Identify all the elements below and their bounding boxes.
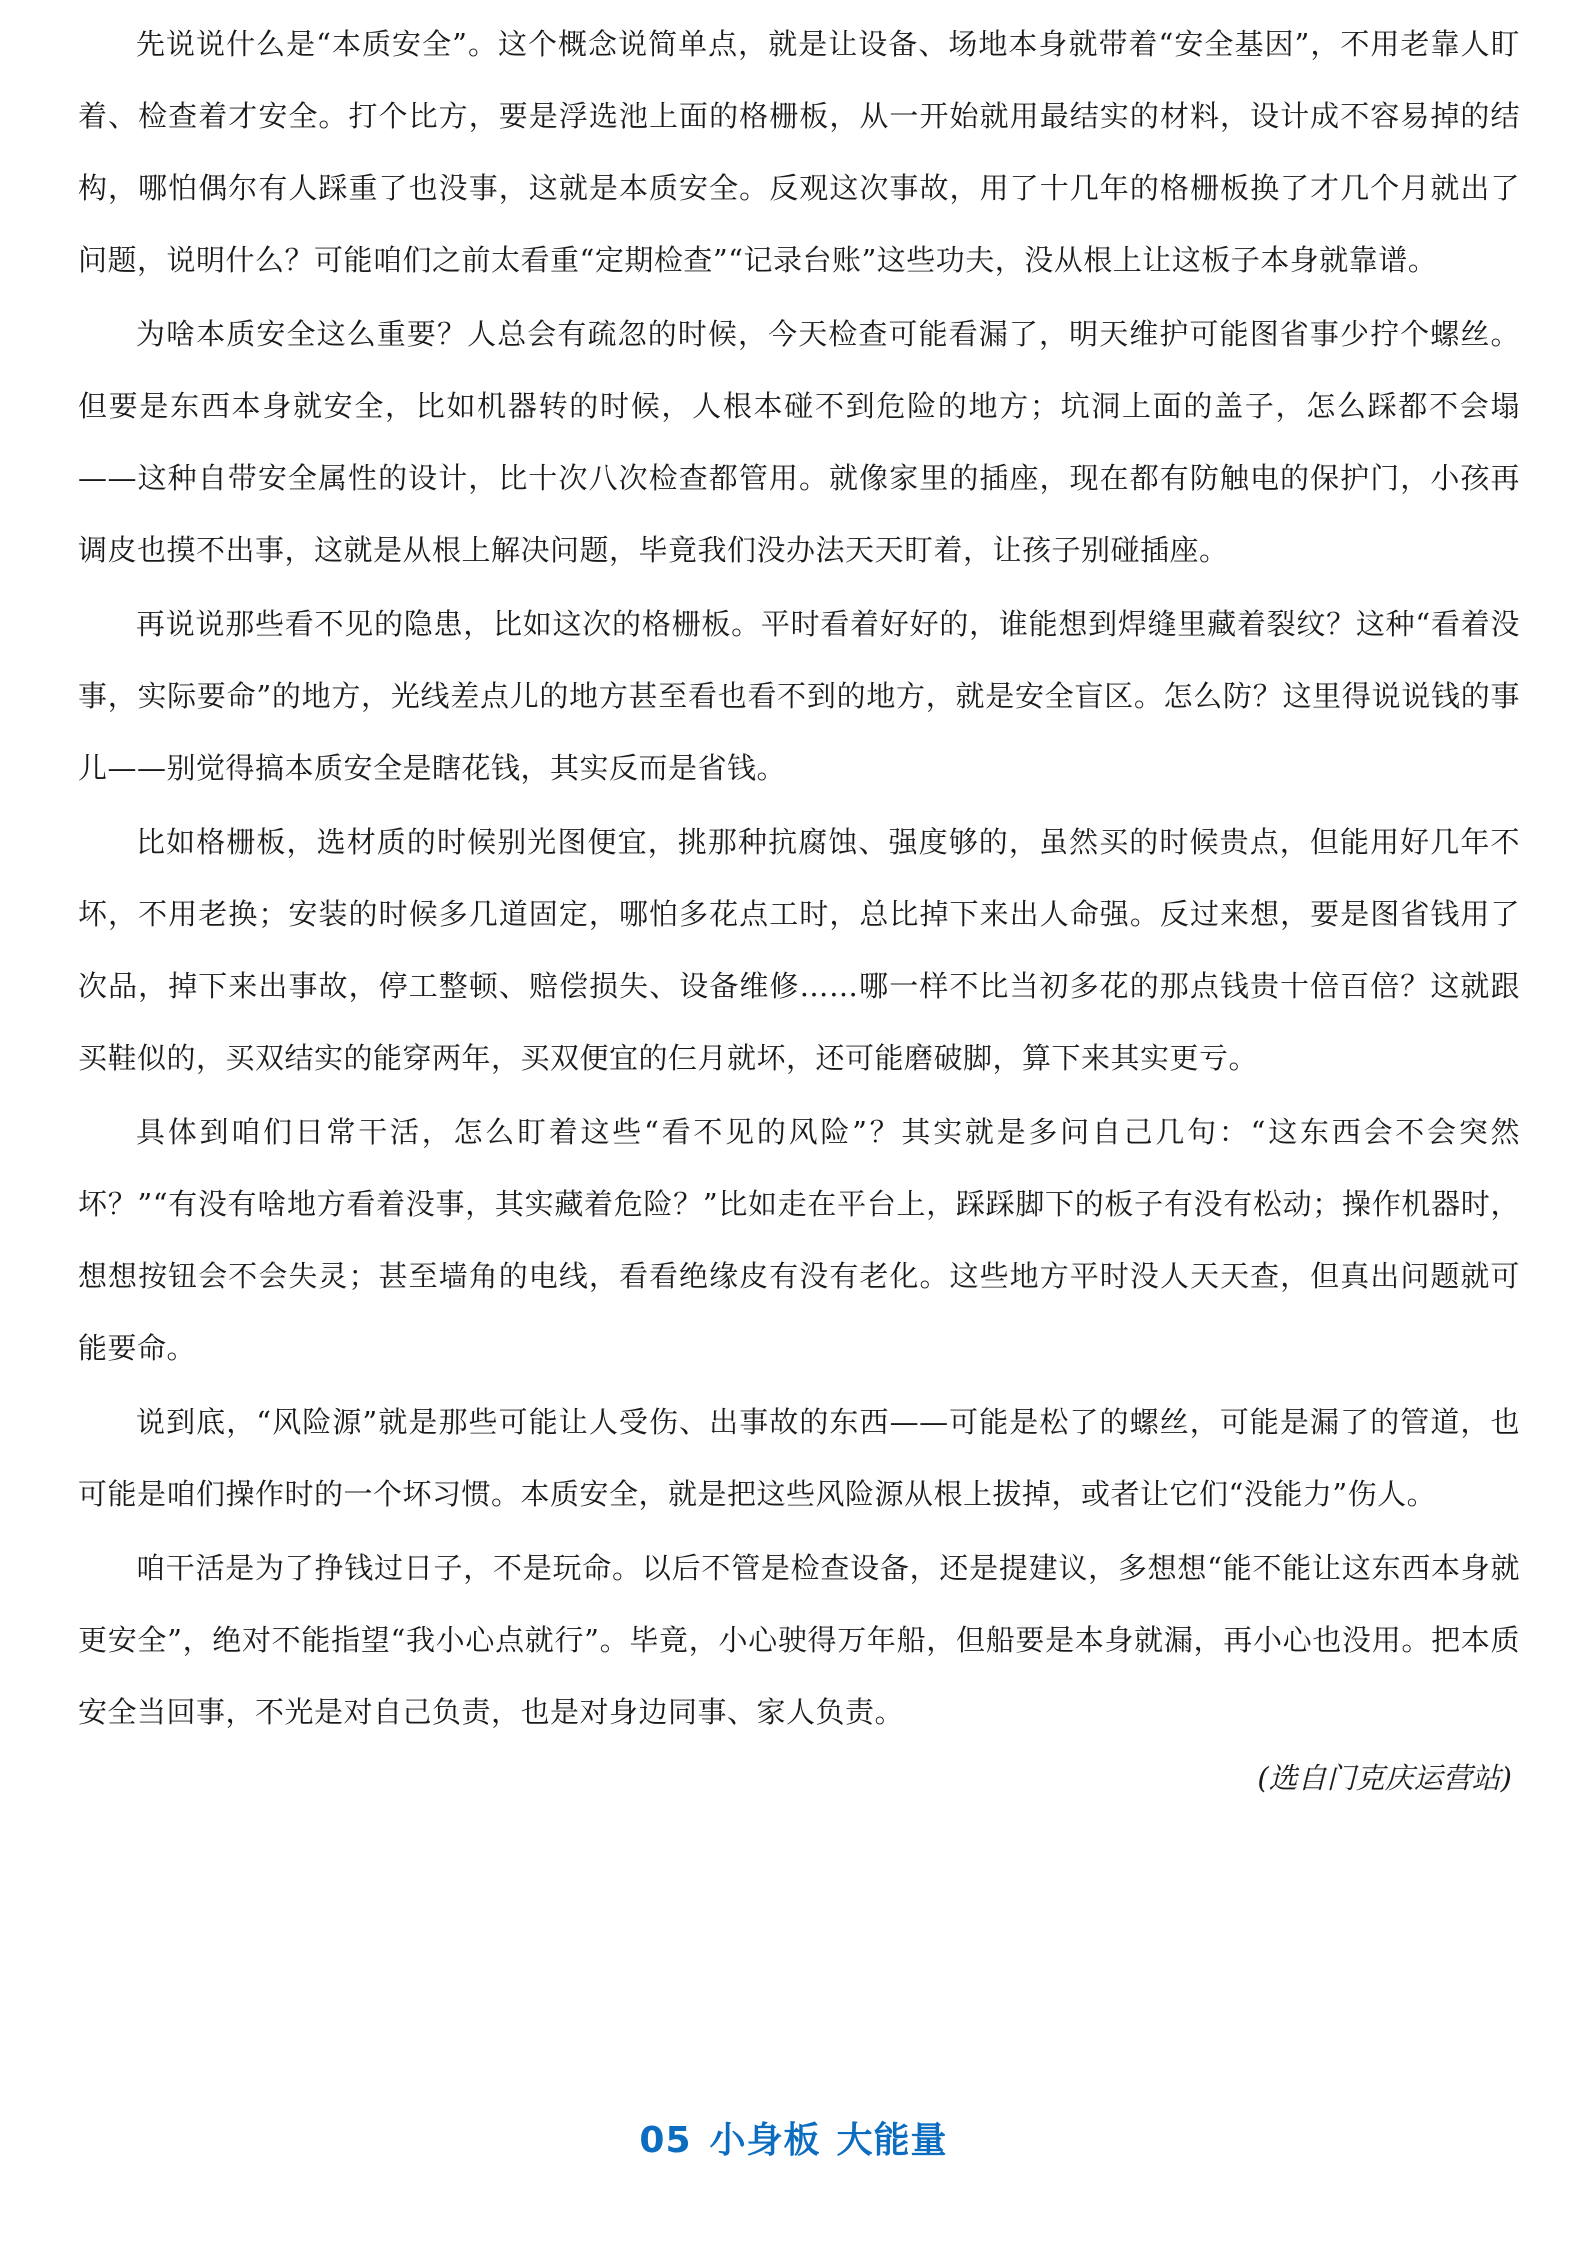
paragraph-risk-sources: 说到底，“风险源”就是那些可能让人受伤、出事故的东西——可能是松了的螺丝，可能是漏了的管道，也可能是咱们操作时的一个坏习惯。本质安全，就是把这些风险源从根上拔掉，或者让它们“没能力”伤人。 [78, 1405, 1520, 1511]
paragraph-daily-work: 具体到咱们日常干活，怎么盯着这些“看不见的风险”？其实就是多问自己几句：“这东西会不会突然坏？”“有没有啥地方看着没事，其实藏着危险？”比如走在平台上，踩踩脚下的板子有没有松动；操作机器时，想想按钮会不会失灵；甚至墙角的电线，看看绝缘皮有没有老化。这些地方平时没人天天查，但真出问题就可能要命。 [78, 1115, 1520, 1365]
section-number: 05 [639, 2120, 692, 2161]
paragraph-hidden-hazards: 再说说那些看不见的隐患，比如这次的格栅板。平时看着好好的，谁能想到焊缝里藏着裂纹？这种“看着没事，实际要命”的地方，光线差点儿的地方甚至看也看不到的地方，就是安全盲区。怎么防？这里得说说钱的事儿——别觉得搞本质安全是瞎花钱，其实反而是省钱。 [78, 607, 1520, 785]
article-body [78, 0, 1520, 1808]
section-title-part1: 小身板 [709, 2120, 821, 2161]
section-title-part2: 大能量 [836, 2120, 948, 2161]
paragraph-conclusion: 咱干活是为了挣钱过日子，不是玩命。以后不管是检查设备，还是提建议，多想想“能不能让这东西本身就更安全”，绝对不能指望“我小心点就行”。毕竟，小心驶得万年船，但船要是本身就漏，再小心也没用。把本质安全当回事，不光是对自己负责，也是对身边同事、家人负责。 [78, 1551, 1520, 1729]
section-heading [0, 2112, 1587, 2163]
paragraph-intrinsic-safety-definition: 先说说什么是“本质安全”。这个概念说简单点，就是让设备、场地本身就带着“安全基因”，不用老靠人盯着、检查着才安全。打个比方，要是浮选池上面的格栅板，从一开始就用最结实的材料，设计成不容易掉的结构，哪怕偶尔有人踩重了也没事，这就是本质安全。反观这次事故，用了十几年的格栅板换了才几个月就出了问题，说明什么？可能咱们之前太看重“定期检查”“记录台账”这些功夫，没从根上让这板子本身就靠谱。 [78, 27, 1520, 277]
paragraph-grating-example: 比如格栅板，选材质的时候别光图便宜，挑那种抗腐蚀、强度够的，虽然买的时候贵点，但能用好几年不坏，不用老换；安装的时候多几道固定，哪怕多花点工时，总比掉下来出人命强。反过来想，要是图省钱用了次品，掉下来出事故，停工整顿、赔偿损失、设备维修……哪一样不比当初多花的那点钱贵十倍百倍？这就跟买鞋似的，买双结实的能穿两年，买双便宜的仨月就坏，还可能磨破脚，算下来其实更亏。 [78, 825, 1520, 1075]
source-attribution: (选自门克庆运营站) [1257, 1761, 1512, 1795]
paragraph-why-important: 为啥本质安全这么重要？人总会有疏忽的时候，今天检查可能看漏了，明天维护可能图省事少拧个螺丝。但要是东西本身就安全，比如机器转的时候，人根本碰不到危险的地方；坑洞上面的盖子，怎么踩都不会塌——这种自带安全属性的设计，比十次八次检查都管用。就像家里的插座，现在都有防触电的保护门，小孩再调皮也摸不出事，这就是从根上解决问题，毕竟我们没办法天天盯着，让孩子别碰插座。 [78, 317, 1520, 567]
